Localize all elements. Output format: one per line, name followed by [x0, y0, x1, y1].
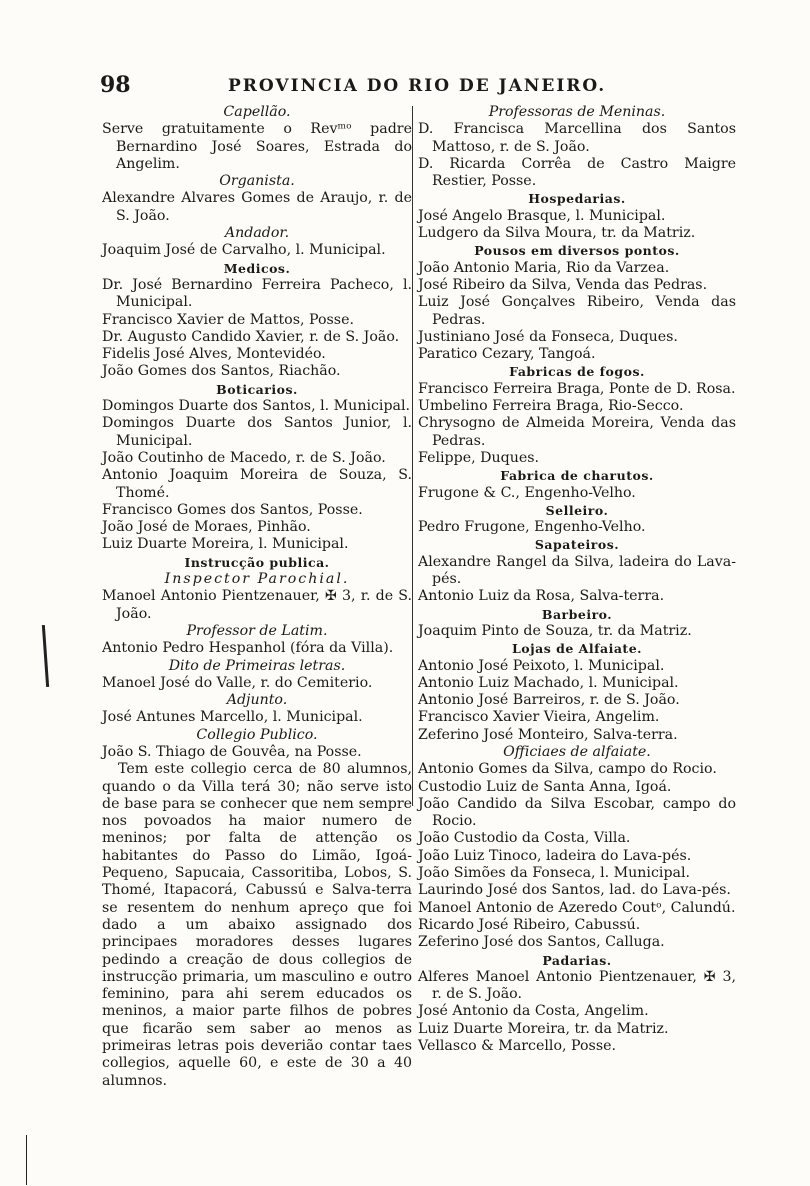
- directory-entry: Paratico Cezary, Tangoá.: [418, 346, 596, 363]
- section-heading: Hospedarias.: [528, 191, 626, 207]
- directory-entry: Luiz José Gonçalves Ribeiro, Venda das Pedras.: [418, 294, 736, 328]
- section-heading: Sapateiros.: [534, 537, 620, 553]
- directory-entry: Joaquim José de Carvalho, l. Municipal.: [102, 242, 386, 259]
- directory-entry: Antonio Joaquim Moreira de Souza, S. Thomé.: [102, 467, 412, 501]
- directory-entry: Pedro Frugone, Engenho-Velho.: [418, 519, 646, 536]
- directory-entry: Francisco Xavier Vieira, Angelim.: [418, 709, 660, 726]
- directory-entry: Frugone & C., Engenho-Velho.: [418, 484, 636, 501]
- directory-entry: Vellasco & Marcello, Posse.: [418, 1038, 617, 1055]
- page-number: 98: [100, 72, 131, 98]
- directory-entry: Antonio José Peixoto, l. Municipal.: [418, 657, 665, 674]
- directory-entry: João Coutinho de Macedo, r. de S. João.: [102, 449, 386, 466]
- directory-entry: Francisco Ferreira Braga, Ponte de D. Rosa.: [418, 380, 736, 397]
- section-heading: Lojas de Alfaiate.: [511, 641, 643, 657]
- margin-ink-mark: [26, 1135, 27, 1185]
- directory-entry: Antonio Gomes da Silva, campo do Rocio.: [418, 761, 717, 778]
- directory-entry: José Ribeiro da Silva, Venda das Pedras.: [418, 276, 708, 293]
- directory-entry: Alexandre Rangel da Silva, ladeira do Lava-pés.: [418, 553, 736, 588]
- section-heading: Capellão.: [223, 104, 291, 120]
- directory-entry: José Antonio da Costa, Angelim.: [418, 1003, 649, 1020]
- page-header: [100, 72, 740, 102]
- directory-entry: Alferes Manoel Antonio Pientzenauer, ✠ 3, r. de S. João.: [418, 968, 736, 1003]
- directory-entry: Alexandre Alvares Gomes de Araujo, r. de S. João.: [102, 190, 412, 224]
- section-heading: Barbeiro.: [541, 606, 613, 622]
- section-heading: Officiaes de alfaiate.: [503, 743, 651, 760]
- directory-entry: Serve gratuitamente o Revᵐᵒ padre Bernardino José Soares, Estrada do Angelim.: [102, 121, 412, 172]
- directory-entry: Antonio José Barreiros, r. de S. João.: [418, 692, 680, 709]
- directory-entry: Custodio Luiz de Santa Anna, Igoá.: [418, 778, 672, 795]
- directory-entry: Domingos Duarte dos Santos Junior, l. Municipal.: [102, 415, 412, 449]
- section-heading: Andador.: [224, 225, 290, 242]
- section-heading: Professor de Latim.: [186, 622, 328, 639]
- directory-entry: João Antonio Maria, Rio da Varzea.: [418, 259, 670, 276]
- directory-entry: João Candido da Silva Escobar, campo do Rocio.: [418, 795, 736, 830]
- directory-entry: João Simões da Fonseca, l. Municipal.: [418, 865, 691, 882]
- section-heading: Boticarios.: [216, 381, 298, 397]
- section-heading: Instrucção publica.: [184, 554, 330, 570]
- directory-entry: Manoel Antonio Pientzenauer, ✠ 3, r. de S. João.: [102, 588, 412, 622]
- directory-entry: Manoel José do Valle, r. do Cemiterio.: [102, 674, 373, 691]
- directory-entry: Antonio Luiz da Rosa, Salva-terra.: [418, 588, 665, 605]
- section-heading: Medicos.: [223, 260, 291, 276]
- section-heading: Inspector Parochial.: [164, 571, 350, 588]
- directory-entry: Felippe, Duques.: [418, 449, 540, 466]
- directory-entry: Manoel Antonio de Azeredo Coutᵒ, Calundú.: [418, 899, 736, 916]
- running-title: PROVINCIA DO RIO DE JANEIRO.: [228, 76, 607, 96]
- directory-entry: Joaquim Pinto de Souza, tr. da Matriz.: [418, 622, 692, 639]
- directory-entry: Ricardo José Ribeiro, Cabussú.: [418, 916, 641, 933]
- directory-entry: Francisco Xavier de Mattos, Posse.: [102, 311, 354, 328]
- left-column: [102, 104, 412, 1090]
- directory-entry: Antonio Luiz Machado, l. Municipal.: [418, 674, 679, 691]
- directory-entry: João Luiz Tinoco, ladeira do Lava-pés.: [418, 847, 692, 864]
- directory-entry: Laurindo José dos Santos, lad. do Lava-pés.: [418, 882, 731, 899]
- directory-entry: José Angelo Brasque, l. Municipal.: [418, 207, 666, 224]
- column-divider: [412, 106, 413, 806]
- directory-entry: Fidelis José Alves, Montevidéo.: [102, 346, 326, 363]
- section-heading: Fabrica de charutos.: [500, 468, 654, 484]
- directory-entry: Dr. José Bernardino Ferreira Pacheco, l. Municipal.: [102, 276, 412, 311]
- directory-entry: João Gomes dos Santos, Riachão.: [102, 363, 341, 380]
- section-heading: Pousos em diversos pontos.: [474, 243, 680, 259]
- directory-entry: Antonio Pedro Hespanhol (fóra da Villa).: [102, 640, 394, 657]
- directory-entry: D. Ricarda Corrêa de Castro Maigre Restier, Posse.: [418, 155, 736, 190]
- section-heading: Collegio Publico.: [196, 726, 318, 743]
- paragraph-text: Tem este collegio cerca de 80 alumnos, quando o da Villa terá 30; não serve isto de base para se conhecer que nem sempre nos povoados ha maior numero de meninos; por falta de attenção os habitantes do Passo do Limão, Igoá-Pequeno, Sapucaia, Cassoritiba, Lobos, S. Thomé, Itapacorá, Cabussú e Salva-terra se resentem do nenhum apreço que foi dado a um abaixo assignado dos principaes moradores desses lugares pedindo a creação de dous collegios de instrucção primaria, um masculino e outro feminino, para ahi serem educados os meninos, a maior parte filhos de pobres que ficarão sem saber ao menos as primeiras letras pois deverião contar taes collegios, aquelle 60, e este de 30 a 40 alumnos.: [102, 761, 412, 1089]
- directory-entry: Zeferino José Monteiro, Salva-terra.: [418, 726, 678, 743]
- directory-entry: João José de Moraes, Pinhão.: [102, 519, 311, 536]
- directory-entry: Ludgero da Silva Moura, tr. da Matriz.: [418, 225, 696, 242]
- section-heading: Adjunto.: [226, 692, 288, 709]
- directory-entry: José Antunes Marcello, l. Municipal.: [102, 709, 363, 726]
- directory-entry: Luiz Duarte Moreira, tr. da Matriz.: [418, 1020, 669, 1037]
- section-heading: Selleiro.: [545, 502, 609, 518]
- section-heading: Fabricas de fogos.: [509, 364, 645, 380]
- directory-entry: João S. Thiago de Gouvêa, na Posse.: [102, 743, 362, 760]
- directory-entry: Umbelino Ferreira Braga, Rio-Secco.: [418, 398, 684, 415]
- section-heading: Professoras de Meninas.: [488, 104, 666, 120]
- section-heading: Padarias.: [542, 952, 612, 968]
- directory-entry: Zeferino José dos Santos, Calluga.: [418, 934, 665, 951]
- directory-entry: Chrysogno de Almeida Moreira, Venda das Pedras.: [418, 415, 736, 449]
- directory-entry: João Custodio da Costa, Villa.: [418, 830, 631, 847]
- directory-entry: D. Francisca Marcellina dos Santos Mattoso, r. de S. João.: [418, 121, 736, 155]
- directory-entry: Domingos Duarte dos Santos, l. Municipal.: [102, 398, 411, 415]
- directory-entry: Luiz Duarte Moreira, l. Municipal.: [102, 536, 349, 553]
- directory-entry: Justiniano José da Fonseca, Duques.: [418, 328, 678, 345]
- directory-entry: Dr. Augusto Candido Xavier, r. de S. João.: [102, 328, 400, 345]
- right-column: [418, 104, 736, 1055]
- section-heading: Organista.: [219, 173, 295, 190]
- directory-entry: Francisco Gomes dos Santos, Posse.: [102, 501, 363, 518]
- section-heading: Dito de Primeiras letras.: [168, 657, 346, 674]
- margin-ink-mark: [42, 625, 49, 687]
